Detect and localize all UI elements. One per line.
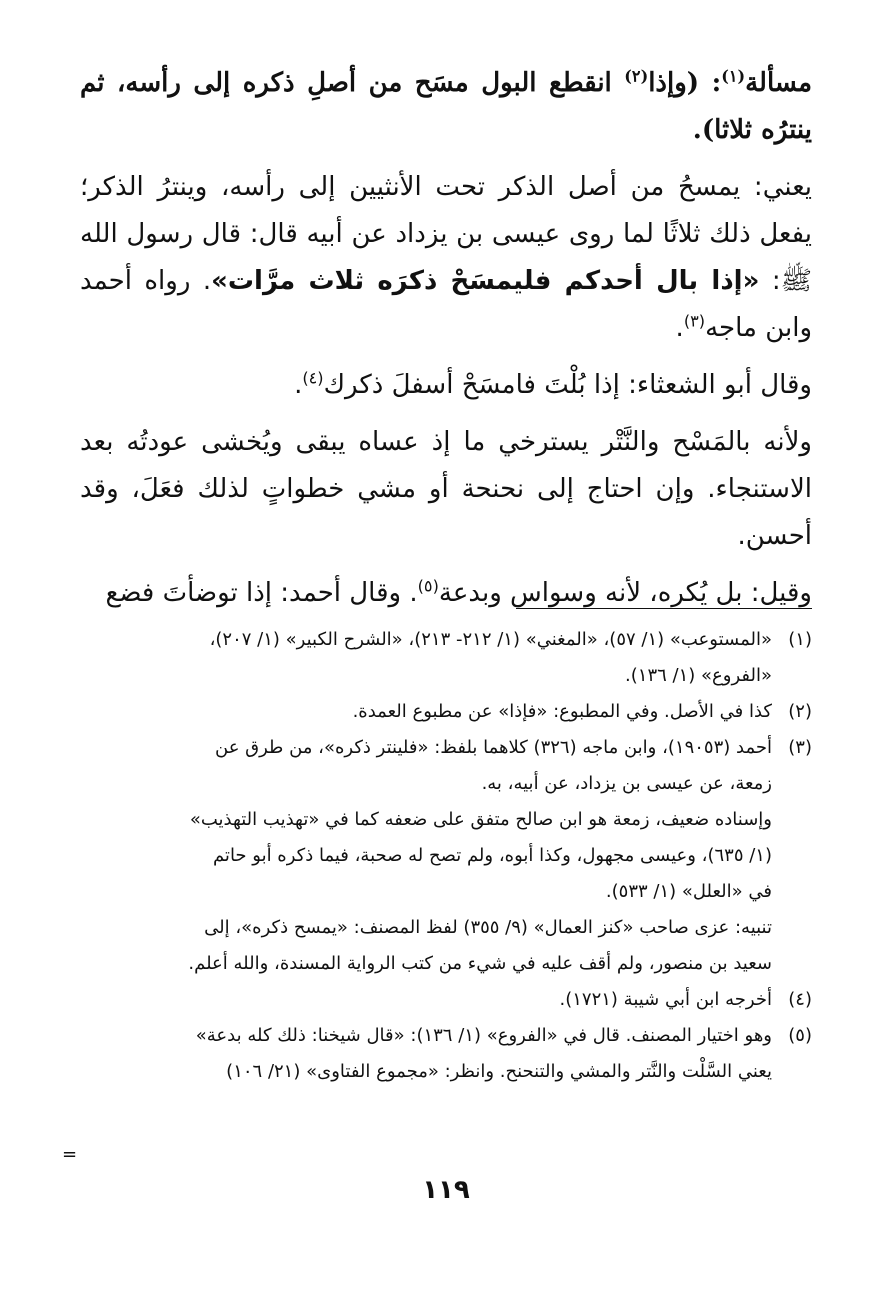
p4-text: وقيل: بل يُكره، لأنه وسواس وبدعة [438, 578, 812, 608]
footnote-line: أخرجه ابن أبي شيبة (١٧٢١). [559, 989, 772, 1010]
footnote-3 [78, 730, 812, 982]
p1-line2: يفعل ذلك ثلاثًا لما روى عيسى بن يزداد عن أبيه قال: قال رسول الله ﷺ: [80, 219, 812, 296]
footnote-number: (٤) [788, 989, 812, 1010]
hadith-quote: «إذا بال أحدكم فليمسَحْ ذكرَه ثلاث مرَّات» [211, 266, 760, 296]
period: . [294, 370, 303, 400]
page-number: ١١٩ [422, 1175, 470, 1205]
footnote-line: كذا في الأصل. وفي المطبوع: «فإذا» عن مطبوع العمدة. [352, 701, 772, 722]
footnote-2 [78, 694, 812, 730]
main-text [80, 60, 812, 617]
continuation-mark: = [62, 1144, 78, 1165]
p3-line2: الاستنجاء. وإن احتاج إلى نحنحة أو مشي خطواتٍ لذلك فعَلَ، وقد أحسن. [80, 474, 812, 551]
period: . [675, 313, 684, 343]
footnotes [78, 622, 812, 1090]
footnote-line: (١/ ٦٣٥)، وعيسى مجهول، وكذا أبوه، ولم تصح له صحبة، فيما ذكره أبو حاتم [212, 845, 772, 866]
footnote-ref: (٢) [624, 66, 649, 86]
footnote-line: يعني السَّلْت والنَّتر والمشي والتنحنح. وانظر: «مجموع الفتاوى» (٢١/ ١٠٦) [226, 1061, 772, 1082]
footnote-line: أحمد (١٩٠٥٣)، وابن ماجه (٣٢٦) كلاهما بلفظ: «فلينتر ذكره»، من طرق عن [215, 737, 772, 758]
footnote-line: وهو اختيار المصنف. قال في «الفروع» (١/ ١٣٦): «قال شيخنا: ذلك كله بدعة» [195, 1025, 772, 1046]
issue-heading [80, 60, 812, 154]
footnote-line: في «العلل» (١/ ٥٣٣). [605, 881, 772, 902]
footnote-4 [78, 982, 812, 1018]
footnote-line: «المستوعب» (١/ ٥٧)، «المغني» (١/ ٢١٢- ٢١٣)، «الشرح الكبير» (١/ ٢٠٧)، [209, 629, 772, 650]
footnote-ref: (٣) [683, 311, 706, 331]
footnote-line: زمعة، عن عيسى بن يزداد، عن أبيه، به. [481, 773, 772, 794]
issue-text: انقطع البول مسَح من أصلِ ذكره إلى رأسه، ثم ينترُه ثلاثا). [80, 68, 812, 145]
p4-after: . وقال أحمد: إذا توضأتَ فضع [105, 578, 418, 608]
issue-label: مسألة [745, 68, 813, 98]
footnote-ref: (٥) [417, 576, 439, 596]
paragraph-3 [80, 419, 812, 560]
colon: : [711, 68, 722, 98]
footnote-ref: (٤) [302, 368, 324, 388]
p2-text: وقال أبو الشعثاء: إذا بُلْتَ فامسَحْ أسفلَ ذكرك [323, 370, 812, 400]
p1-after: . رواه أحمد وابن ماجه [80, 266, 812, 343]
footnote-line: «الفروع» (١/ ١٣٦). [625, 665, 772, 686]
footnote-5 [78, 1018, 812, 1090]
paragraph-2 [80, 362, 812, 409]
paragraph-4 [80, 570, 812, 617]
issue-open: (وإذا [648, 68, 700, 98]
footnote-number: (٢) [788, 701, 812, 722]
footnote-line: سعيد بن منصور، ولم أقف عليه في شيء من كتب الرواية المسندة، والله أعلم. [188, 953, 772, 974]
footnote-number: (١) [788, 629, 812, 650]
footnote-number: (٣) [788, 737, 812, 758]
footnote-divider [516, 608, 812, 609]
p3-line1: ولأنه بالمَسْح والنَّتْر يسترخي ما إذ عساه يبقى ويُخشى عودتُه بعد [80, 427, 812, 457]
footnote-ref: (١) [721, 66, 746, 86]
p1-line1: يعني: يمسحُ من أصل الذكر تحت الأنثيين إلى رأسه، وينترُ الذكر؛ [80, 172, 812, 202]
paragraph-1 [80, 164, 812, 352]
footnote-line: تنبيه: عزى صاحب «كنز العمال» (٩/ ٣٥٥) لفظ المصنف: «يمسح ذكره»، إلى [204, 917, 772, 938]
footnote-number: (٥) [788, 1025, 812, 1046]
footnote-line: وإسناده ضعيف، زمعة هو ابن صالح متفق على ضعفه كما في «تهذيب التهذيب» [189, 809, 772, 830]
footnote-1 [78, 622, 812, 694]
